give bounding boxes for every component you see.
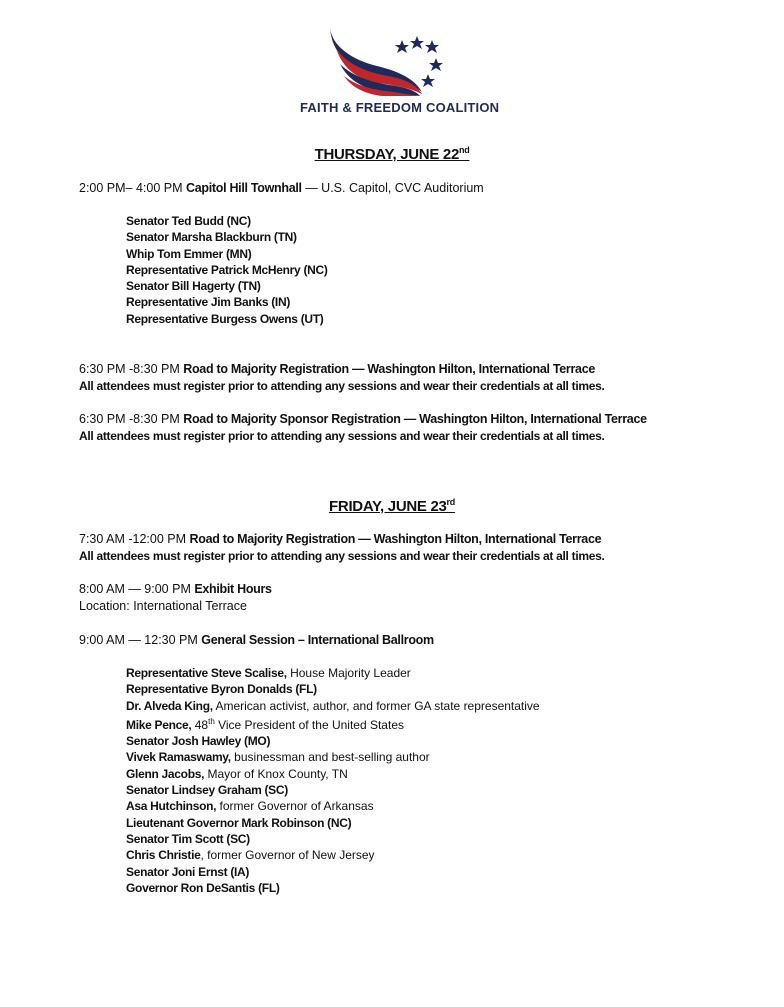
friday-registration-time: 7:30 AM -12:00 PM — [79, 532, 187, 546]
speaker-item: Representative Burgess Owens (UT) — [126, 311, 324, 326]
speaker-item: Senator Marsha Blackburn (TN) — [126, 230, 297, 245]
speaker-item: Vivek Ramaswamy, businessman and best-selling author — [126, 750, 430, 765]
friday-registration-title: Road to Majority Registration — Washington Hilton, International Terrace — [189, 532, 602, 546]
speaker-item: Governor Ron DeSantis (FL) — [126, 880, 280, 895]
townhall-title: Capitol Hill Townhall — [186, 181, 302, 195]
sponsor-registration-title: Road to Majority Sponsor Registration — Washington Hilton, International Terrace — [183, 412, 647, 426]
townhall-location: — U.S. Capitol, CVC Auditorium — [305, 181, 484, 195]
speaker-item: Representative Jim Banks (IN) — [126, 295, 291, 310]
speaker-item: Dr. Alveda King, American activist, author, and former GA state representative — [126, 698, 540, 713]
speaker-item: Glenn Jacobs, Mayor of Knox County, TN — [126, 766, 348, 781]
general-session-title: General Session – International Ballroom — [201, 633, 434, 647]
exhibit-time: 8:00 AM — 9:00 PM — [79, 582, 191, 596]
speaker-item: Senator Lindsey Graham (SC) — [126, 783, 288, 798]
exhibit-entry — [79, 582, 272, 596]
registration-note: All attendees must register prior to attending any sessions and wear their credentials at all times. — [79, 379, 605, 393]
sponsor-registration-entry — [79, 412, 647, 426]
logo-wordmark: FAITH & FREEDOM COALITION — [300, 100, 500, 115]
friday-speaker-list — [126, 665, 540, 896]
speaker-item: Chris Christie, former Governor of New Jersey — [126, 848, 375, 863]
speaker-item: Asa Hutchinson, former Governor of Arkansas — [126, 799, 374, 814]
exhibit-title: Exhibit Hours — [194, 582, 272, 596]
friday-heading: FRIDAY, JUNE 23rd — [329, 497, 455, 515]
speaker-item: Senator Ted Budd (NC) — [126, 214, 251, 228]
general-session-time: 9:00 AM — 12:30 PM — [79, 633, 198, 647]
speaker-item: Representative Patrick McHenry (NC) — [126, 262, 328, 277]
speaker-item: Senator Joni Ernst (IA) — [126, 864, 250, 879]
exhibit-location: Location: International Terrace — [79, 599, 247, 613]
speaker-item: Senator Bill Hagerty (TN) — [126, 279, 261, 294]
registration-title: Road to Majority Registration — Washington Hilton, International Terrace — [183, 362, 595, 376]
friday-registration-note: All attendees must register prior to attending any sessions and wear their credentials at all times. — [79, 549, 605, 563]
flag-stars-logo-icon — [322, 26, 448, 96]
coalition-logo — [300, 26, 500, 118]
townhall-entry — [79, 181, 484, 195]
speaker-item: Representative Steve Scalise, House Majority Leader — [126, 666, 411, 680]
townhall-time: 2:00 PM– 4:00 PM — [79, 181, 183, 195]
general-session-entry — [79, 633, 434, 647]
speaker-item: Senator Josh Hawley (MO) — [126, 734, 271, 749]
thursday-speaker-list — [126, 213, 328, 327]
registration-time: 6:30 PM -8:30 PM — [79, 362, 180, 376]
sponsor-registration-note: All attendees must register prior to attending any sessions and wear their credentials at all times. — [79, 429, 605, 443]
speaker-item: Mike Pence, 48th Vice President of the United States — [126, 716, 404, 732]
thursday-heading: THURSDAY, JUNE 22nd — [314, 145, 470, 163]
speaker-item: Senator Tim Scott (SC) — [126, 831, 250, 846]
speaker-item: Lieutenant Governor Mark Robinson (NC) — [126, 815, 352, 830]
speaker-item: Representative Byron Donalds (FL) — [126, 682, 317, 697]
speaker-item: Whip Tom Emmer (MN) — [126, 246, 252, 261]
friday-registration-entry — [79, 532, 601, 546]
registration-entry — [79, 362, 595, 376]
sponsor-registration-time: 6:30 PM -8:30 PM — [79, 412, 180, 426]
